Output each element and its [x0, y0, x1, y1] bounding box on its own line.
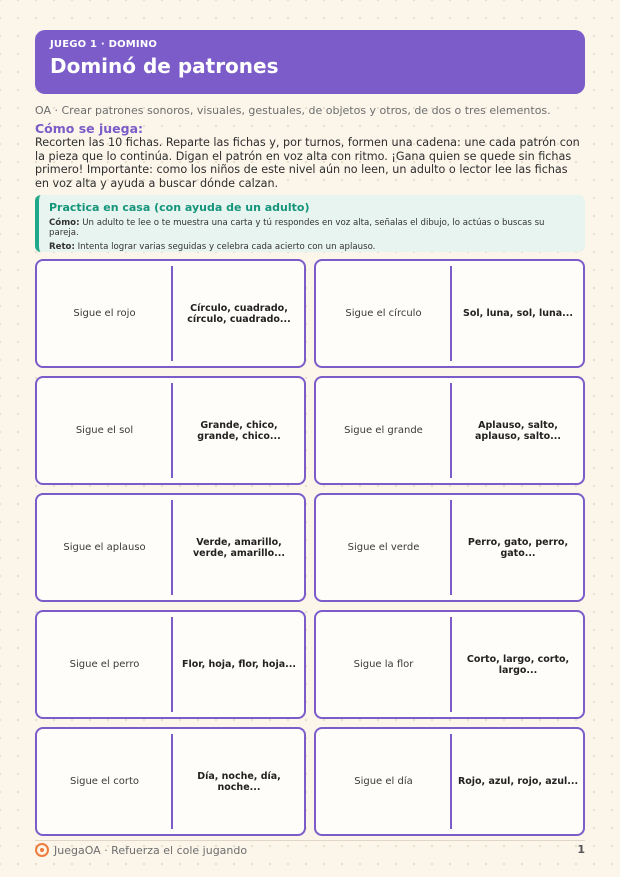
card-left-text: Sigue el rojo [73, 308, 136, 319]
tip-como [49, 218, 575, 238]
domino-card [314, 493, 585, 602]
card-divider [450, 734, 452, 829]
card-right-text: Rojo, azul, rojo, azul... [457, 776, 579, 787]
domino-card [314, 376, 585, 485]
card-right-text: Círculo, cuadrado, círculo, cuadrado... [187, 302, 291, 325]
tip-reto-text: Intenta lograr varias seguidas y celebra cada acierto con un aplauso. [77, 242, 376, 252]
card-right-text: Grande, chico, grande, chico... [197, 419, 281, 442]
tip-reto [49, 242, 575, 252]
howto-text: Recorten las 10 fichas. Reparte las fichas y, por turnos, formen una cadena: une cada patrón con la pieza que lo continúa. Digan el patrón en voz alta con ritmo. ¡Gana quien se quede sin fichas primero! Importante: como los niños de este nivel aún no leen, un adulto o lector lee las fichas en voz alta y ayuda a buscar dónde calzan. [35, 136, 580, 190]
card-divider [171, 383, 173, 478]
domino-card [35, 727, 306, 836]
tip-title: Practica en casa (con ayuda de un adulto) [49, 201, 310, 214]
card-left-text: Sigue el aplauso [63, 542, 146, 553]
game-kicker: JUEGO 1 · DOMINO [50, 39, 158, 50]
card-divider [450, 500, 452, 595]
card-divider [450, 383, 452, 478]
card-divider [450, 617, 452, 712]
card-right-text: Flor, hoja, flor, hoja... [182, 659, 296, 670]
card-divider [171, 617, 173, 712]
tip-reto-label: Reto: [49, 242, 75, 252]
domino-card [314, 610, 585, 719]
practice-tip-box [35, 195, 585, 252]
tip-como-label: Cómo: [49, 218, 80, 228]
domino-card [35, 259, 306, 368]
domino-card [35, 493, 306, 602]
card-left-text: Sigue el grande [344, 425, 423, 436]
footer-divider [35, 840, 585, 841]
brand-logo-icon [35, 843, 49, 857]
domino-card [35, 610, 306, 719]
page-number: 1 [577, 843, 585, 856]
card-left-text: Sigue el verde [347, 542, 420, 553]
card-left-text: Sigue el día [354, 776, 413, 787]
header-banner [35, 30, 585, 94]
card-left-text: Sigue la flor [353, 659, 414, 670]
card-left-text: Sigue el corto [69, 776, 140, 787]
footer-brand: JuegaOA · Refuerza el cole jugando [54, 843, 248, 857]
card-right-text: Perro, gato, perro, gato... [467, 536, 569, 559]
tip-como-text: Un adulto te lee o te muestra una carta y tú respondes en voz alta, señalas el dibujo, lo actúas o buscas su pareja. [49, 218, 545, 238]
card-left-text: Sigue el sol [75, 425, 134, 436]
card-divider [450, 266, 452, 361]
domino-card [35, 376, 306, 485]
footer [35, 843, 247, 857]
card-right-text: Aplauso, salto, aplauso, salto... [475, 419, 561, 442]
domino-card [314, 259, 585, 368]
page-title: Dominó de patrones [50, 54, 279, 78]
card-divider [171, 500, 173, 595]
card-left-text: Sigue el perro [69, 659, 140, 670]
card-right-text: Verde, amarillo, verde, amarillo... [192, 536, 285, 559]
learning-objective: OA · Crear patrones sonoros, visuales, gestuales, de objetos y otros, de dos o tres elementos. [35, 104, 551, 117]
card-divider [171, 734, 173, 829]
card-right-text: Día, noche, día, noche... [197, 770, 281, 793]
card-right-text: Sol, luna, sol, luna... [462, 308, 574, 319]
howto-title: Cómo se juega: [35, 121, 144, 136]
domino-card [314, 727, 585, 836]
card-right-text: Corto, largo, corto, largo... [466, 653, 570, 676]
card-left-text: Sigue el círculo [345, 308, 422, 319]
card-divider [171, 266, 173, 361]
